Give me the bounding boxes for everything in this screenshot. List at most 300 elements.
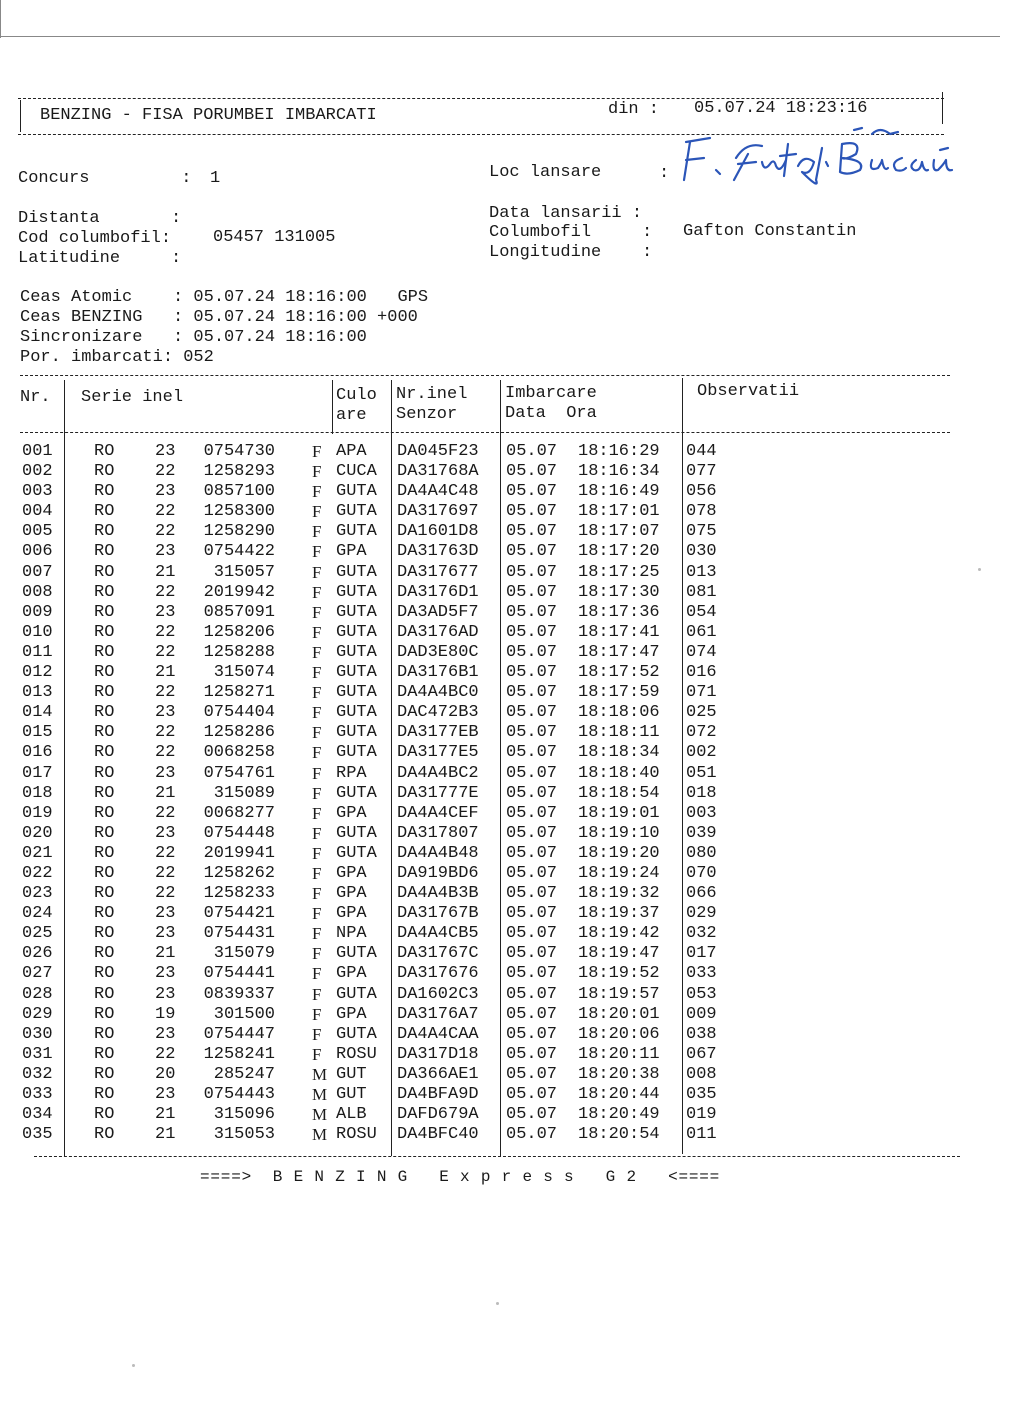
boarding-time: 18:20:49 bbox=[578, 1105, 660, 1125]
table-row bbox=[0, 563, 1024, 583]
sensor-ring: DA1601D8 bbox=[397, 522, 479, 542]
row-number: 020 bbox=[22, 823, 53, 843]
ring-year: 23 bbox=[155, 482, 176, 502]
country-code: RO bbox=[94, 803, 115, 823]
color: GPA bbox=[336, 904, 367, 924]
ring-year: 23 bbox=[155, 763, 176, 783]
col-header-serie-inel: Serie inel bbox=[81, 388, 184, 407]
observation: 032 bbox=[686, 924, 717, 944]
sensor-ring: DA31767C bbox=[397, 944, 479, 964]
color: GPA bbox=[336, 964, 367, 984]
ring-year: 22 bbox=[155, 884, 176, 904]
observation: 019 bbox=[686, 1105, 717, 1125]
col-header-nr: Nr. bbox=[20, 388, 51, 407]
row-number: 016 bbox=[22, 743, 53, 763]
boarding-time: 18:19:01 bbox=[578, 803, 660, 823]
ceas-atomic-line: Ceas Atomic : 05.07.24 18:16:00 GPS bbox=[20, 288, 429, 307]
col-header-observatii: Observatii bbox=[697, 382, 800, 401]
ring-number: 285247 bbox=[213, 1064, 275, 1084]
color: GUTA bbox=[336, 663, 377, 683]
color: GUTA bbox=[336, 522, 377, 542]
country-code: RO bbox=[94, 482, 115, 502]
ring-number: 0754730 bbox=[203, 442, 275, 461]
ring-number: 0754447 bbox=[203, 1024, 275, 1044]
country-code: RO bbox=[94, 703, 115, 723]
color: GUTA bbox=[336, 642, 377, 662]
sensor-ring: DA31763D bbox=[397, 542, 479, 562]
table-row bbox=[0, 1045, 1024, 1065]
boarding-date: 05.07 bbox=[506, 803, 558, 823]
color: GUTA bbox=[336, 1024, 377, 1044]
observation: 035 bbox=[686, 1085, 717, 1104]
observation: 066 bbox=[686, 884, 717, 904]
observation: 054 bbox=[686, 602, 717, 622]
sex: F bbox=[312, 783, 322, 803]
color: GPA bbox=[336, 542, 367, 562]
observation: 080 bbox=[686, 843, 717, 863]
observation: 071 bbox=[686, 683, 717, 703]
boarding-time: 18:20:44 bbox=[578, 1085, 660, 1104]
observation: 078 bbox=[686, 502, 717, 522]
color: GUTA bbox=[336, 602, 377, 622]
sensor-ring: DA3176B1 bbox=[397, 663, 479, 683]
boarding-date: 05.07 bbox=[506, 1105, 558, 1125]
col-header-data-ora: Data Ora bbox=[505, 404, 597, 423]
sex: F bbox=[312, 964, 322, 984]
observation: 075 bbox=[686, 522, 717, 542]
observation: 051 bbox=[686, 763, 717, 783]
row-number: 022 bbox=[22, 863, 53, 883]
column-separator-serie bbox=[332, 380, 333, 434]
country-code: RO bbox=[94, 944, 115, 964]
table-row bbox=[0, 703, 1024, 723]
boarding-date: 05.07 bbox=[506, 462, 558, 482]
boarding-time: 18:18:11 bbox=[578, 723, 660, 743]
country-code: RO bbox=[94, 663, 115, 683]
ring-number: 315074 bbox=[213, 663, 275, 683]
sensor-ring: DA919BD6 bbox=[397, 863, 479, 883]
boarding-date: 05.07 bbox=[506, 823, 558, 843]
boarding-time: 18:19:32 bbox=[578, 884, 660, 904]
boarding-date: 05.07 bbox=[506, 562, 558, 582]
boarding-date: 05.07 bbox=[506, 1085, 558, 1104]
sensor-ring: DA1602C3 bbox=[397, 984, 479, 1004]
ring-year: 22 bbox=[155, 642, 176, 662]
ring-number: 2019941 bbox=[203, 843, 275, 863]
sex: F bbox=[312, 462, 322, 482]
sex: F bbox=[312, 582, 322, 602]
table-header-rule-bottom bbox=[20, 432, 950, 433]
boarding-time: 18:17:36 bbox=[578, 602, 660, 622]
row-number: 010 bbox=[22, 622, 53, 642]
sensor-ring: DA3AD5F7 bbox=[397, 602, 479, 622]
country-code: RO bbox=[94, 783, 115, 803]
ring-number: 1258241 bbox=[203, 1044, 275, 1064]
ring-year: 23 bbox=[155, 924, 176, 944]
concurs-label: Concurs : bbox=[18, 169, 192, 188]
observation: 070 bbox=[686, 863, 717, 883]
table-row bbox=[0, 864, 1024, 884]
sex: F bbox=[312, 823, 322, 843]
header-timestamp: 05.07.24 18:23:16 bbox=[694, 99, 868, 118]
ring-number: 0754404 bbox=[203, 703, 275, 723]
sensor-ring: DAFD679A bbox=[397, 1105, 479, 1125]
ring-number: 1258290 bbox=[203, 522, 275, 542]
table-row bbox=[0, 683, 1024, 703]
ring-year: 21 bbox=[155, 783, 176, 803]
country-code: RO bbox=[94, 522, 115, 542]
boarding-time: 18:19:52 bbox=[578, 964, 660, 984]
boarding-time: 18:18:06 bbox=[578, 703, 660, 723]
boarding-date: 05.07 bbox=[506, 763, 558, 783]
row-number: 009 bbox=[22, 602, 53, 622]
table-row bbox=[0, 985, 1024, 1005]
observation: 067 bbox=[686, 1044, 717, 1064]
sensor-ring: DA4BFA9D bbox=[397, 1085, 479, 1104]
row-number: 012 bbox=[22, 663, 53, 683]
country-code: RO bbox=[94, 964, 115, 984]
ring-year: 23 bbox=[155, 1024, 176, 1044]
ring-year: 22 bbox=[155, 723, 176, 743]
observation: 044 bbox=[686, 442, 717, 461]
boarding-time: 18:19:24 bbox=[578, 863, 660, 883]
color: GUTA bbox=[336, 783, 377, 803]
sensor-ring: DA31777E bbox=[397, 783, 479, 803]
country-code: RO bbox=[94, 1044, 115, 1064]
color: GUTA bbox=[336, 944, 377, 964]
ring-year: 21 bbox=[155, 1105, 176, 1125]
country-code: RO bbox=[94, 502, 115, 522]
observation: 013 bbox=[686, 562, 717, 582]
country-code: RO bbox=[94, 1004, 115, 1024]
color: ALB bbox=[336, 1105, 367, 1125]
data-lansarii-label: Data lansarii : bbox=[489, 204, 643, 223]
ring-year: 22 bbox=[155, 863, 176, 883]
table-row bbox=[0, 964, 1024, 984]
ring-year: 22 bbox=[155, 803, 176, 823]
sex: M bbox=[312, 1064, 328, 1084]
sex: F bbox=[312, 602, 322, 622]
ring-year: 19 bbox=[155, 1004, 176, 1024]
row-number: 026 bbox=[22, 944, 53, 964]
col-header-imbarcare: Imbarcare bbox=[505, 384, 597, 403]
ring-number: 1258271 bbox=[203, 683, 275, 703]
ring-number: 1258293 bbox=[203, 462, 275, 482]
country-code: RO bbox=[94, 723, 115, 743]
ring-year: 21 bbox=[155, 663, 176, 683]
ring-year: 21 bbox=[155, 944, 176, 964]
row-number: 029 bbox=[22, 1004, 53, 1024]
boarding-date: 05.07 bbox=[506, 602, 558, 622]
color: GUTA bbox=[336, 482, 377, 502]
ring-number: 315079 bbox=[213, 944, 275, 964]
table-row bbox=[0, 442, 1024, 462]
loc-lansare-label: Loc lansare bbox=[489, 163, 602, 182]
ring-year: 23 bbox=[155, 602, 176, 622]
observation: 053 bbox=[686, 984, 717, 1004]
scan-edge bbox=[0, 36, 1000, 37]
row-number: 030 bbox=[22, 1024, 53, 1044]
boarding-date: 05.07 bbox=[506, 904, 558, 924]
sex: F bbox=[312, 723, 322, 743]
row-number: 005 bbox=[22, 522, 53, 542]
sex: F bbox=[312, 502, 322, 522]
boarding-time: 18:18:34 bbox=[578, 743, 660, 763]
row-number: 023 bbox=[22, 884, 53, 904]
color: GUTA bbox=[336, 683, 377, 703]
color: RPA bbox=[336, 763, 367, 783]
table-row bbox=[0, 884, 1024, 904]
observation: 030 bbox=[686, 542, 717, 562]
boarding-date: 05.07 bbox=[506, 703, 558, 723]
ring-year: 22 bbox=[155, 522, 176, 542]
row-number: 025 bbox=[22, 924, 53, 944]
ring-year: 20 bbox=[155, 1064, 176, 1084]
sex: F bbox=[312, 663, 322, 683]
sensor-ring: DA4A4BC0 bbox=[397, 683, 479, 703]
boarding-date: 05.07 bbox=[506, 843, 558, 863]
ring-number: 1258286 bbox=[203, 723, 275, 743]
boarding-time: 18:17:25 bbox=[578, 562, 660, 582]
table-row bbox=[0, 1025, 1024, 1045]
sensor-ring: DA045F23 bbox=[397, 442, 479, 461]
sensor-ring: DA366AE1 bbox=[397, 1064, 479, 1084]
sensor-ring: DA3177EB bbox=[397, 723, 479, 743]
sensor-ring: DA4BFC40 bbox=[397, 1125, 479, 1145]
table-row bbox=[0, 944, 1024, 964]
sex: F bbox=[312, 984, 322, 1004]
boarding-date: 05.07 bbox=[506, 622, 558, 642]
boarding-time: 18:17:59 bbox=[578, 683, 660, 703]
ring-year: 22 bbox=[155, 843, 176, 863]
table-row bbox=[0, 542, 1024, 562]
row-number: 015 bbox=[22, 723, 53, 743]
country-code: RO bbox=[94, 622, 115, 642]
row-number: 011 bbox=[22, 642, 53, 662]
country-code: RO bbox=[94, 843, 115, 863]
boarding-date: 05.07 bbox=[506, 964, 558, 984]
sensor-ring: DA31768A bbox=[397, 462, 479, 482]
table-row bbox=[0, 723, 1024, 743]
boarding-date: 05.07 bbox=[506, 542, 558, 562]
sensor-ring: DA317807 bbox=[397, 823, 479, 843]
observation: 061 bbox=[686, 622, 717, 642]
sensor-ring: DAD3E80C bbox=[397, 642, 479, 662]
row-number: 018 bbox=[22, 783, 53, 803]
table-row bbox=[0, 1105, 1024, 1125]
country-code: RO bbox=[94, 683, 115, 703]
ring-number: 0857100 bbox=[203, 482, 275, 502]
boarding-time: 18:18:40 bbox=[578, 763, 660, 783]
footer-benzing-express: ====> B E N Z I N G E x p r e s s G 2 <==== bbox=[200, 1168, 721, 1186]
sensor-ring: DA4A4CEF bbox=[397, 803, 479, 823]
table-row bbox=[0, 1125, 1024, 1145]
color: CUCA bbox=[336, 462, 377, 482]
observation: 077 bbox=[686, 462, 717, 482]
ring-number: 0754448 bbox=[203, 823, 275, 843]
boarding-time: 18:17:01 bbox=[578, 502, 660, 522]
ring-number: 2019942 bbox=[203, 582, 275, 602]
table-row bbox=[0, 764, 1024, 784]
boarding-time: 18:19:37 bbox=[578, 904, 660, 924]
loc-lansare-colon: : bbox=[659, 164, 670, 183]
color: GUTA bbox=[336, 823, 377, 843]
observation: 018 bbox=[686, 783, 717, 803]
ring-number: 315089 bbox=[213, 783, 275, 803]
table-row bbox=[0, 784, 1024, 804]
country-code: RO bbox=[94, 924, 115, 944]
table-row bbox=[0, 643, 1024, 663]
ring-number: 1258300 bbox=[203, 502, 275, 522]
color: GUTA bbox=[336, 562, 377, 582]
country-code: RO bbox=[94, 562, 115, 582]
ring-year: 22 bbox=[155, 622, 176, 642]
cod-columbofil-label: Cod columbofil: bbox=[18, 229, 172, 248]
ring-number: 0754443 bbox=[203, 1085, 275, 1104]
scan-speck bbox=[978, 568, 981, 571]
boarding-time: 18:19:47 bbox=[578, 944, 660, 964]
color: GUTA bbox=[336, 843, 377, 863]
ring-year: 23 bbox=[155, 542, 176, 562]
country-code: RO bbox=[94, 823, 115, 843]
color: GUTA bbox=[336, 622, 377, 642]
row-number: 027 bbox=[22, 964, 53, 984]
table-row bbox=[0, 583, 1024, 603]
ring-number: 0754431 bbox=[203, 924, 275, 944]
boarding-time: 18:17:20 bbox=[578, 542, 660, 562]
columbofil-label: Columbofil : bbox=[489, 223, 653, 242]
country-code: RO bbox=[94, 984, 115, 1004]
row-number: 035 bbox=[22, 1125, 53, 1145]
table-row bbox=[0, 904, 1024, 924]
observation: 039 bbox=[686, 823, 717, 843]
observation: 029 bbox=[686, 904, 717, 924]
observation: 072 bbox=[686, 723, 717, 743]
color: ROSU bbox=[336, 1044, 377, 1064]
country-code: RO bbox=[94, 763, 115, 783]
boarding-time: 18:19:20 bbox=[578, 843, 660, 863]
row-number: 007 bbox=[22, 562, 53, 582]
ring-year: 21 bbox=[155, 562, 176, 582]
row-number: 003 bbox=[22, 482, 53, 502]
din-label: din : bbox=[608, 100, 660, 119]
table-row bbox=[0, 1065, 1024, 1085]
scan-speck bbox=[132, 1364, 135, 1367]
table-row bbox=[0, 502, 1024, 522]
longitudine-label: Longitudine : bbox=[489, 243, 653, 262]
country-code: RO bbox=[94, 743, 115, 763]
ring-number: 0754761 bbox=[203, 763, 275, 783]
sensor-ring: DA4A4C48 bbox=[397, 482, 479, 502]
boarding-time: 18:20:06 bbox=[578, 1024, 660, 1044]
table-rule-bottom bbox=[34, 1156, 960, 1157]
sensor-ring: DA4A4BC2 bbox=[397, 763, 479, 783]
color: NPA bbox=[336, 924, 367, 944]
ring-year: 23 bbox=[155, 442, 176, 461]
porumbei-imbarcati-line: Por. imbarcati: 052 bbox=[20, 348, 214, 367]
country-code: RO bbox=[94, 1105, 115, 1125]
row-number: 004 bbox=[22, 502, 53, 522]
sensor-ring: DA3177E5 bbox=[397, 743, 479, 763]
row-number: 028 bbox=[22, 984, 53, 1004]
country-code: RO bbox=[94, 462, 115, 482]
boarding-time: 18:16:49 bbox=[578, 482, 660, 502]
scan-edge bbox=[0, 0, 1, 38]
columbofil-value: Gafton Constantin bbox=[683, 222, 857, 241]
boarding-date: 05.07 bbox=[506, 1044, 558, 1064]
sensor-ring: DA317697 bbox=[397, 502, 479, 522]
row-number: 008 bbox=[22, 582, 53, 602]
boarding-date: 05.07 bbox=[506, 924, 558, 944]
boarding-time: 18:20:01 bbox=[578, 1004, 660, 1024]
sex: F bbox=[312, 803, 322, 823]
ring-year: 23 bbox=[155, 823, 176, 843]
table-row bbox=[0, 462, 1024, 482]
observation: 011 bbox=[686, 1125, 717, 1145]
table-row bbox=[0, 663, 1024, 683]
sensor-ring: DAC472B3 bbox=[397, 703, 479, 723]
boarding-date: 05.07 bbox=[506, 1125, 558, 1145]
boarding-time: 18:16:34 bbox=[578, 462, 660, 482]
boarding-time: 18:20:11 bbox=[578, 1044, 660, 1064]
ring-year: 23 bbox=[155, 984, 176, 1004]
row-number: 006 bbox=[22, 542, 53, 562]
sex: F bbox=[312, 542, 322, 562]
sex: F bbox=[312, 703, 322, 723]
table-row bbox=[0, 603, 1024, 623]
document-title: BENZING - FISA PORUMBEI IMBARCATI bbox=[40, 106, 377, 125]
observation: 074 bbox=[686, 642, 717, 662]
sex: F bbox=[312, 904, 322, 924]
ring-number: 1258206 bbox=[203, 622, 275, 642]
ring-number: 0068258 bbox=[203, 743, 275, 763]
country-code: RO bbox=[94, 602, 115, 622]
boarding-date: 05.07 bbox=[506, 502, 558, 522]
boarding-time: 18:19:10 bbox=[578, 823, 660, 843]
sensor-ring: DA3176AD bbox=[397, 622, 479, 642]
boarding-date: 05.07 bbox=[506, 1004, 558, 1024]
sensor-ring: DA317676 bbox=[397, 964, 479, 984]
observation: 009 bbox=[686, 1004, 717, 1024]
sensor-ring: DA31767B bbox=[397, 904, 479, 924]
header-left-border bbox=[20, 100, 21, 132]
table-row bbox=[0, 743, 1024, 763]
ring-number: 0754441 bbox=[203, 964, 275, 984]
row-number: 017 bbox=[22, 763, 53, 783]
color: GUTA bbox=[336, 723, 377, 743]
table-row bbox=[0, 924, 1024, 944]
sensor-ring: DA317677 bbox=[397, 562, 479, 582]
observation: 038 bbox=[686, 1024, 717, 1044]
color: ROSU bbox=[336, 1125, 377, 1145]
table-row bbox=[0, 522, 1024, 542]
col-header-culoare: Culo bbox=[336, 386, 377, 405]
country-code: RO bbox=[94, 1085, 115, 1104]
boarding-date: 05.07 bbox=[506, 663, 558, 683]
boarding-date: 05.07 bbox=[506, 582, 558, 602]
ring-year: 23 bbox=[155, 703, 176, 723]
boarding-date: 05.07 bbox=[506, 863, 558, 883]
ring-year: 22 bbox=[155, 582, 176, 602]
boarding-time: 18:19:57 bbox=[578, 984, 660, 1004]
country-code: RO bbox=[94, 1125, 115, 1145]
boarding-date: 05.07 bbox=[506, 743, 558, 763]
ring-number: 0754422 bbox=[203, 542, 275, 562]
color: GUT bbox=[336, 1085, 367, 1104]
sex: F bbox=[312, 1044, 322, 1064]
pigeon-table-body bbox=[0, 442, 1024, 1145]
boarding-time: 18:17:52 bbox=[578, 663, 660, 683]
